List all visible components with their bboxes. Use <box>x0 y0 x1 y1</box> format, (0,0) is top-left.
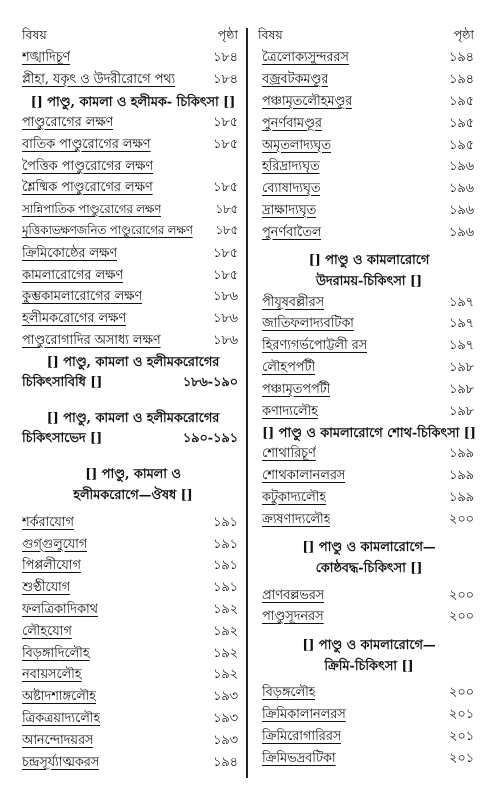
entry-title: ত্রৈলোক্যসুন্দররস <box>262 50 349 66</box>
entry-title: শ্লৈষ্মিক পাণ্ডুরোগের লক্ষণ <box>22 180 153 196</box>
toc-entry <box>22 156 244 178</box>
entry-title: শুণ্ঠীযোগ <box>22 580 71 596</box>
section-heading: ক্রিমি-চিকিৎসা [] <box>324 658 414 674</box>
entry-title: শোথারিচূর্ণ <box>262 446 316 462</box>
entry-title: পঞ্চামৃতলৌহমণ্ডূর <box>262 93 353 109</box>
entry-page: ২০০ <box>449 685 474 701</box>
entry-title: ক্রিমিরোগারিরস <box>262 728 342 744</box>
entry-title: পৈত্তিক পাণ্ডুরোগের লক্ষণ <box>22 158 154 174</box>
entry-title: ব্যোষাদ্যঘৃত <box>262 181 321 197</box>
toc-entry <box>22 222 244 244</box>
section-heading: [] পাণ্ডু, কামলা ও <box>85 467 181 483</box>
entry-page: ১৯৩ <box>213 689 238 705</box>
section-page: ১৯০-১৯১ <box>182 431 238 447</box>
entry-page: ১৯৯ <box>449 446 474 462</box>
toc-entry <box>22 134 244 156</box>
entry-page: ১৯১ <box>213 536 238 552</box>
entry-page: ১৯৬ <box>449 224 474 240</box>
entry-title: পাণ্ডুরোগের লক্ষণ <box>22 114 114 130</box>
entry-page: ১৯৬ <box>449 202 474 218</box>
right-block4 <box>258 585 480 629</box>
entry-page: ১৯৫ <box>449 115 474 131</box>
entry-title: বাতিক পাণ্ডুরোগের লক্ষণ <box>22 136 151 152</box>
toc-entry <box>258 70 480 92</box>
entry-title: পাণ্ডুরোগাদির অসাধ্য লক্ষণ <box>22 332 161 348</box>
column-divider <box>246 28 248 778</box>
page-heading: পৃষ্ঠা <box>217 27 238 42</box>
entry-page: ১৯১ <box>213 580 238 596</box>
entry-title: হিরণ্যগর্ভপোট্টলী রস <box>262 338 368 354</box>
entry-title: কুম্ভকামলারোগের লক্ষণ <box>22 289 143 305</box>
toc-entry <box>22 243 244 265</box>
entry-page: ১৯১ <box>213 514 238 530</box>
right-block1 <box>258 48 480 244</box>
toc-entry <box>22 730 244 752</box>
left-block3 <box>22 512 244 774</box>
toc-entry <box>258 726 480 748</box>
toc-entry <box>258 401 480 423</box>
entry-page: ২০১ <box>449 706 474 722</box>
entry-title: চন্দ্রসূর্য্যাত্মকরস <box>22 754 100 770</box>
entry-page: ১৯৩ <box>213 710 238 726</box>
entry-title: হরিদ্রাদ্যঘৃত <box>262 159 320 175</box>
toc-entry <box>22 556 244 578</box>
entry-title: লৌহপর্পটী <box>262 359 316 375</box>
entry-title: ক্রিমিভদ্রবটিকা <box>262 750 336 766</box>
toc-entry <box>22 48 244 70</box>
entry-page: ২০০ <box>449 587 474 603</box>
entry-title: জাতিফলাদ্যবটিকা <box>262 316 354 332</box>
entry-page: ১৮৫ <box>213 180 238 196</box>
toc-entry <box>258 466 480 488</box>
entry-page: ২০১ <box>449 750 474 766</box>
entry-title: বজ্রবটকমণ্ডূর <box>262 72 329 88</box>
section-heading: [] পাণ্ডু ও কামলারোগে— <box>302 540 436 556</box>
toc-entry <box>22 265 244 287</box>
entry-page: ১৯৯ <box>449 468 474 484</box>
toc-entry <box>22 665 244 687</box>
right-block2 <box>258 292 480 423</box>
section-heading-row <box>22 373 244 394</box>
entry-title: প্লীহা, যকৃৎ ও উদরীরোগে পথ্য <box>22 72 176 88</box>
entry-title: পঞ্চামৃতপর্পটী <box>262 381 331 397</box>
entry-page: ১৯৪ <box>213 754 238 770</box>
toc-entry <box>22 752 244 774</box>
entry-title: দ্রাক্ষাদ্যঘৃত <box>262 202 317 218</box>
section-page: ১৮৬-১৯০ <box>182 375 238 391</box>
toc-entry <box>258 509 480 531</box>
toc-entry <box>22 687 244 709</box>
toc-entry <box>258 705 480 727</box>
entry-title: কণাদ্যলৌহ <box>262 403 318 419</box>
entry-page: ১৯৯ <box>449 489 474 505</box>
entry-page: ১৮৬ <box>213 332 238 348</box>
entry-title: ক্রিমিকোষ্ঠের লক্ষণ <box>22 245 118 261</box>
entry-title: শর্করাযোগ <box>22 514 74 530</box>
toc-entry <box>22 709 244 731</box>
entry-page: ১৯২ <box>213 667 238 683</box>
toc-entry <box>258 201 480 223</box>
toc-entry <box>22 512 244 534</box>
toc-entry <box>22 534 244 556</box>
toc-entry <box>258 336 480 358</box>
entry-page: ১৯৬ <box>449 159 474 175</box>
entry-page: ১৮৫ <box>213 114 238 130</box>
entry-page: ১৮৫ <box>215 201 238 216</box>
topic-heading: বিষয় <box>258 27 283 42</box>
toc-entry <box>258 585 480 607</box>
entry-title: শোথকালানলরস <box>262 468 346 484</box>
section-heading: [] পাণ্ডু ও কামলারোগে শোথ-চিকিৎসা [] <box>262 425 476 441</box>
entry-page: ১৮৫ <box>215 223 238 238</box>
entry-title: বিড়ঙ্গলৌহ <box>262 685 316 701</box>
entry-title: সান্নিপাতিক পাণ্ডুরোগের লক্ষণ <box>22 201 162 216</box>
entry-page: ১৯৪ <box>449 50 474 66</box>
section-heading: চিকিৎসাবিধি [] <box>22 375 103 391</box>
toc-entry <box>22 309 244 331</box>
entry-title: পিপ্পলীযোগ <box>22 558 81 574</box>
entry-page: ১৯১ <box>213 558 238 574</box>
entry-page: ১৯৩ <box>213 732 238 748</box>
entry-title: পীযূষবল্লীরস <box>262 294 325 310</box>
section-heading: চিকিৎসাভেদ [] <box>22 431 103 447</box>
section-heading-row <box>22 429 244 450</box>
entry-page: ১৯৫ <box>449 93 474 109</box>
toc-entry <box>22 331 244 353</box>
section-heading: [] পাণ্ডু, কামলা ও হলীমক- চিকিৎসা [] <box>30 94 236 110</box>
toc-entry <box>258 222 480 244</box>
section-heading: হলীমকরোগে—ঔষধ [] <box>73 488 193 504</box>
toc-entry <box>22 70 244 92</box>
entry-page: ২০১ <box>449 728 474 744</box>
section-heading: কোষ্ঠবদ্ধ-চিকিৎসা [] <box>315 561 423 577</box>
section-heading: [] পাণ্ডু, কামলা ও হলীমকরোগের <box>46 355 220 371</box>
toc-entry <box>22 113 244 135</box>
entry-title: পাণ্ডুসূদনরস <box>262 609 324 625</box>
toc-entry <box>258 488 480 510</box>
right-column <box>258 26 480 770</box>
entry-title: কামলারোগের লক্ষণ <box>22 267 124 283</box>
entry-page: ১৯৪ <box>449 72 474 88</box>
right-header <box>258 26 480 48</box>
right-block5 <box>258 683 480 770</box>
section-heading: উদরাময়-চিকিৎসা [] <box>315 274 423 290</box>
entry-title: মৃত্তিকাভক্ষণজনিত পাণ্ডুরোগের লক্ষণ <box>22 223 193 238</box>
entry-title: প্রাণবল্লভরস <box>262 587 325 603</box>
entry-title: ক্রিমিকালানলরস <box>262 706 346 722</box>
section-heading: [] পাণ্ডু, কামলা ও হলীমকরোগের <box>46 411 220 427</box>
entry-page: ১৯৮ <box>449 381 474 397</box>
toc-entry <box>22 643 244 665</box>
entry-page: ১৮৫ <box>213 245 238 261</box>
entry-title: ফলত্রিকাদিকাথ <box>22 601 98 617</box>
entry-page: ১৮৬ <box>213 289 238 305</box>
toc-entry <box>258 379 480 401</box>
entry-title: নবায়সলৌহ <box>22 667 82 683</box>
entry-title: গুগ্গুলুযোগ <box>22 536 88 552</box>
toc-entry <box>258 113 480 135</box>
entry-page: ১৯২ <box>213 645 238 661</box>
entry-page: ১৮৪ <box>213 72 238 88</box>
entry-page: ১৯২ <box>213 601 238 617</box>
toc-entry <box>258 748 480 770</box>
toc-entry <box>258 607 480 629</box>
entry-title: পুনর্ণবাতৈল <box>262 224 322 240</box>
right-block3 <box>258 444 480 531</box>
entry-page: ১৯৫ <box>449 137 474 153</box>
left-block1 <box>22 48 244 92</box>
toc-entry <box>22 600 244 622</box>
entry-title: হলীমকরোগের লক্ষণ <box>22 311 127 327</box>
toc-entry <box>258 92 480 114</box>
entry-title: আনন্দোদয়রস <box>22 732 94 748</box>
toc-entry <box>258 358 480 380</box>
toc-entry <box>258 135 480 157</box>
toc-entry <box>22 178 244 200</box>
entry-title: শঙ্খাদিচূর্ণ <box>22 50 71 66</box>
entry-page: ২০০ <box>449 609 474 625</box>
entry-title: ত্রিকত্রয়াদ্যলৌহ <box>22 710 101 726</box>
toc-entry <box>258 314 480 336</box>
entry-title: কটুকাদ্যলৌহ <box>262 489 327 505</box>
entry-title: অষ্টাদশাঙ্গলৌহ <box>22 689 97 705</box>
entry-page: ১৮৬ <box>213 311 238 327</box>
toc-entry <box>22 200 244 222</box>
entry-title: ক্র্যষণাদ্যলৌহ <box>262 511 331 527</box>
left-header <box>22 26 244 48</box>
toc-entry <box>258 444 480 466</box>
toc-entry <box>22 621 244 643</box>
section-heading: [] পাণ্ডু ও কামলারোগে <box>308 253 430 269</box>
entry-title: অমৃতলাদ্যঘৃত <box>262 137 331 153</box>
topic-heading: বিষয় <box>22 27 47 42</box>
entry-title: পুনর্ণবামণ্ডূর <box>262 115 322 131</box>
entry-page: ১৯৭ <box>449 316 474 332</box>
entry-page: ১৯৭ <box>449 338 474 354</box>
toc-entry <box>258 157 480 179</box>
toc-entry <box>258 179 480 201</box>
entry-page: ১৮৪ <box>213 50 238 66</box>
left-column <box>22 26 244 774</box>
toc-entry <box>22 287 244 309</box>
entry-page: ১৯২ <box>213 623 238 639</box>
entry-title: লৌহযোগ <box>22 623 72 639</box>
section-heading: [] পাণ্ডু ও কামলারোগে— <box>302 637 436 653</box>
page-heading: পৃষ্ঠা <box>453 27 474 42</box>
entry-page: ১৯৮ <box>449 403 474 419</box>
toc-entry <box>22 578 244 600</box>
toc-entry <box>258 683 480 705</box>
entry-page: ১৮৫ <box>213 136 238 152</box>
left-block2 <box>22 113 244 353</box>
entry-page: ১৮৫ <box>213 267 238 283</box>
entry-page: ২০০ <box>449 511 474 527</box>
entry-title: বিড়ঙ্গাদিলৌহ <box>22 645 90 661</box>
entry-page: ১৯৬ <box>449 181 474 197</box>
toc-entry <box>258 292 480 314</box>
toc-entry <box>258 48 480 70</box>
entry-page: ১৯৭ <box>449 294 474 310</box>
entry-page: ১৯৮ <box>449 359 474 375</box>
